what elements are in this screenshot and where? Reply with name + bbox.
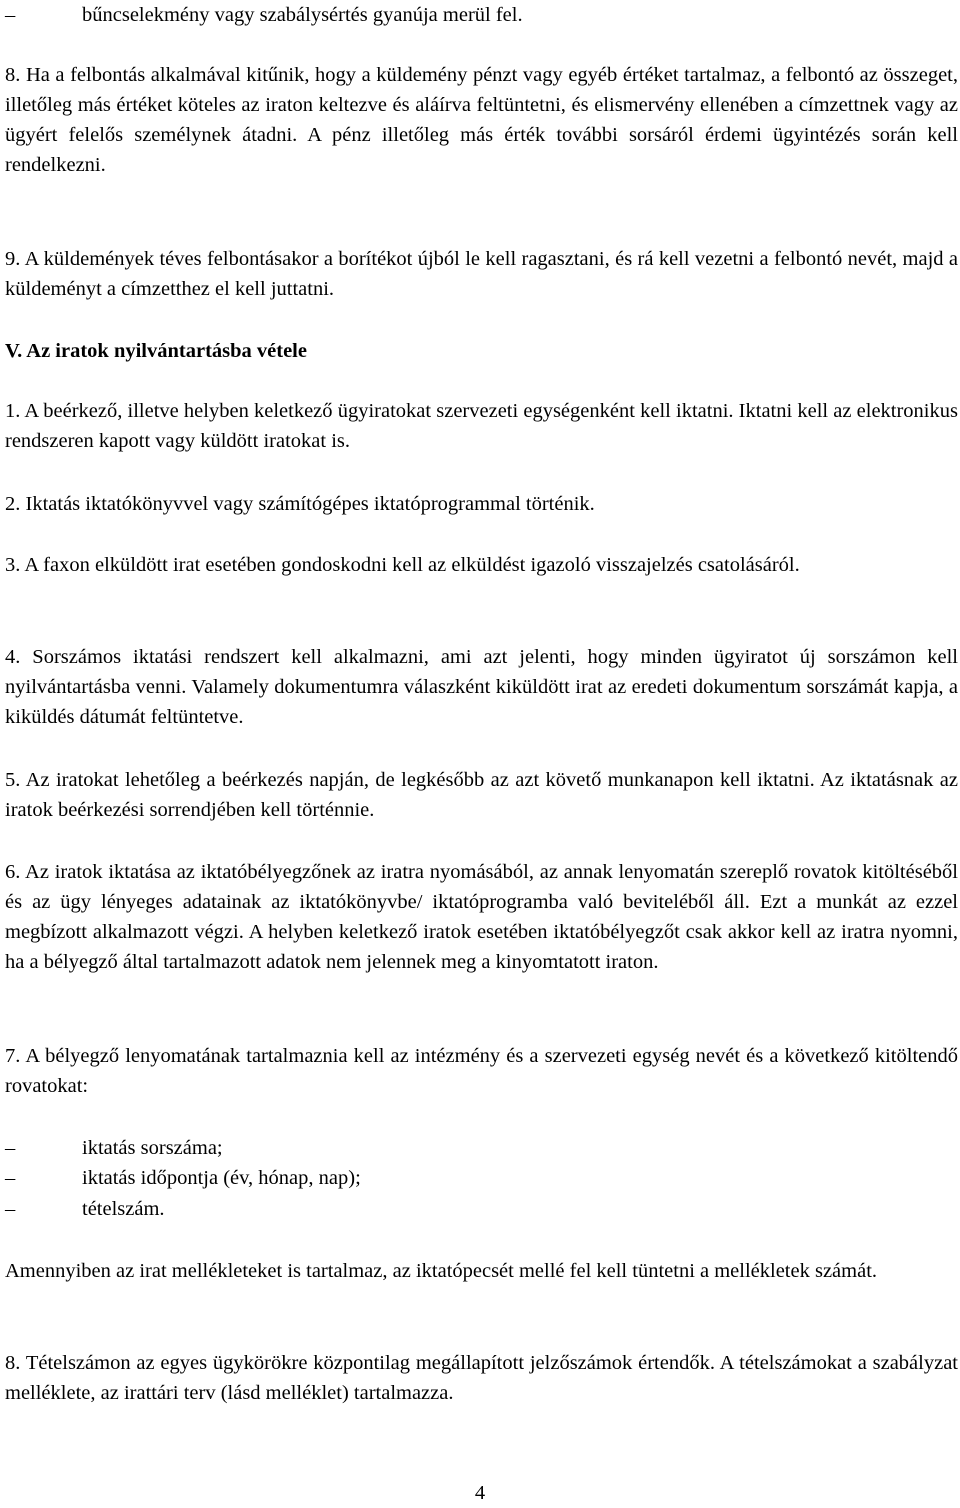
- list-item-text: bűncselekmény vagy szabálysértés gyanúja merül fel.: [82, 4, 523, 26]
- paragraph-9: 9. A küldemények téves felbontásakor a borítékot újból le kell ragasztani, és rá kell vezetni a felbontó nevét, majd a küldeményt a címzetthez el kell juttatni.: [5, 248, 958, 300]
- dash-bullet: –: [5, 1167, 16, 1189]
- dash-bullet: –: [5, 1137, 16, 1159]
- list-item: [5, 1194, 165, 1224]
- list-item-text: tételszám.: [82, 1198, 165, 1220]
- page-number: 4: [474, 1482, 486, 1504]
- list-item: [5, 1133, 223, 1163]
- list-item: [5, 0, 523, 30]
- section-item-3: 3. A faxon elküldött irat esetében gondoskodni kell az elküldést igazoló visszajelzés csatolásáról.: [5, 554, 800, 576]
- dash-bullet: –: [5, 4, 16, 26]
- section-item-8: 8. Tételszámon az egyes ügykörökre központilag megállapított jelzőszámok értendők. A tételszámokat a szabályzat melléklete, az irattári terv (lásd melléklet) tartalmazza.: [5, 1352, 958, 1404]
- section-item-2: 2. Iktatás iktatókönyvvel vagy számítógépes iktatóprogrammal történik.: [5, 493, 595, 515]
- paragraph-8: 8. Ha a felbontás alkalmával kitűnik, hogy a küldemény pénzt vagy egyéb értéket tartalmaz, a felbontó az összeget, illetőleg más értéket köteles az iraton keltezve és aláírva feltüntetni, és elismervény ellenében a címzettnek vagy az ügyért felelős személynek átadni. A pénz illetőleg más érték további sorsáról érdemi ügyintézés során kell rendelkezni.: [5, 64, 958, 176]
- list-item-text: iktatás sorszáma;: [82, 1137, 223, 1159]
- section-item-6: 6. Az iratok iktatása az iktatóbélyegzőnek az iratra nyomásából, az annak lenyomatán szereplő rovatok kitöltéséből és az ügy lényeges adatainak az iktatókönyvbe/ iktatóprogramba való beviteléből áll. Ezt a munkát az ezzel megbízott alkalmazott végzi. A helyben keletkező iratok esetében iktatóbélyegzőt csak akkor kell az iratra nyomni, ha a bélyegző által tartalmazott adatok nem jelennek meg a kinyomtatott iraton.: [5, 861, 958, 973]
- dash-bullet: –: [5, 1198, 16, 1220]
- list-item: [5, 1163, 361, 1193]
- section-item-5: 5. Az iratokat lehetőleg a beérkezés napján, de legkésőbb az azt követő munkanapon kell iktatni. Az iktatásnak az iratok beérkezési sorrendjében kell történnie.: [5, 769, 958, 821]
- section-item-1: 1. A beérkező, illetve helyben keletkező ügyiratokat szervezeti egységenként kell iktatni. Iktatni kell az elektronikus rendszeren kapott vagy küldött iratokat is.: [5, 400, 958, 452]
- list-item-text: iktatás időpontja (év, hónap, nap);: [82, 1167, 361, 1189]
- attachments-paragraph: Amennyiben az irat mellékleteket is tartalmaz, az iktatópecsét mellé fel kell tüntetni a mellékletek számát.: [5, 1260, 878, 1282]
- section-heading: V. Az iratok nyilvántartásba vétele: [5, 340, 307, 362]
- section-item-4: 4. Sorszámos iktatási rendszert kell alkalmazni, ami azt jelenti, hogy minden ügyiratot új sorszámon kell nyilvántartásba venni. Valamely dokumentumra válaszként kiküldött irat az eredeti dokumentum sorszámát kapja, a kiküldés dátumát feltüntetve.: [5, 646, 958, 728]
- section-item-7: 7. A bélyegző lenyomatának tartalmaznia kell az intézmény és a szervezeti egység nevét és a következő kitöltendő rovatokat:: [5, 1045, 958, 1097]
